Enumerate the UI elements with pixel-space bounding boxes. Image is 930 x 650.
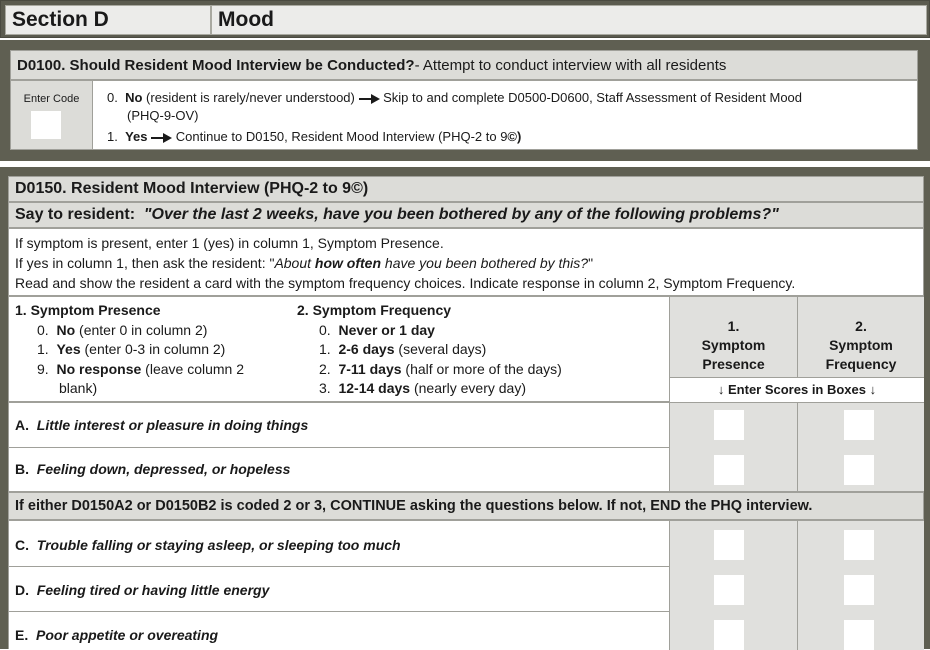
frequency-header: 2. Symptom Frequency <box>297 302 452 318</box>
opt0-action-cont: (PHQ-9-OV) <box>127 108 199 123</box>
instruction-1: If symptom is present, enter 1 (yes) in column 1, Symptom Presence. <box>15 235 444 251</box>
d0100-title: Should Resident Mood Interview be Conducted? <box>69 56 415 74</box>
item-a-presence-box[interactable] <box>714 410 744 440</box>
col1-header: 1. Symptom Presence <box>669 297 797 377</box>
col1-cells <box>669 521 797 650</box>
d0150-copyright: ©) <box>351 180 369 197</box>
item-d-frequency-box[interactable] <box>844 575 874 605</box>
frequency-option: 1. 2-6 days (several days) <box>319 341 487 357</box>
arrow-head-icon <box>371 94 380 104</box>
opt0-action: Skip to and complete D0500-D0600, Staff Assessment of Resident Mood <box>383 90 803 105</box>
continue-note: If either D0150A2 or D0150B2 is coded 2 or 3, CONTINUE asking the questions below. If not, END the PHQ interview. <box>15 498 813 514</box>
item-b: B. Feeling down, depressed, or hopeless <box>15 461 291 477</box>
item-e: E. Poor appetite or overeating <box>15 627 219 643</box>
d0100-option-0 <box>107 89 907 125</box>
col1-cells <box>669 403 797 491</box>
presence-option: 0. No (enter 0 in column 2) <box>37 321 208 338</box>
section-label: Section D <box>5 5 211 35</box>
presence-header: 1. Symptom Presence <box>15 302 161 318</box>
down-arrow-icon: ↓ <box>717 382 725 397</box>
arrow-icon <box>151 137 163 139</box>
presence-option: 1. Yes (enter 0-3 in column 2) <box>37 341 226 357</box>
enter-scores-label: ↓ Enter Scores in Boxes ↓ <box>669 377 924 402</box>
item-b-frequency-box[interactable] <box>844 455 874 485</box>
presence-option-cont: blank) <box>59 380 98 396</box>
arrow-icon <box>359 98 371 100</box>
presence-legend <box>15 301 244 399</box>
opt1-action: Continue to D0150, Resident Mood Interview (PHQ-2 to 9 <box>175 129 508 144</box>
opt1-copyright: ©) <box>507 129 522 144</box>
section-title: Mood <box>211 5 927 35</box>
enter-code-label: Enter Code <box>23 93 80 105</box>
enter-code-cell <box>11 81 93 149</box>
opt0-num: 0. <box>107 90 118 105</box>
item-b-presence-box[interactable] <box>714 455 744 485</box>
opt1-num: 1. <box>107 129 118 144</box>
item-d: D. Feeling tired or having little energy <box>15 582 270 598</box>
frequency-option: 2. 7-11 days (half or more of the days) <box>319 360 562 377</box>
d0100-option-1 <box>107 129 521 144</box>
item-a: A. Little interest or pleasure in doing things <box>15 417 309 433</box>
arrow-head-icon <box>163 133 172 143</box>
item-a-frequency-box[interactable] <box>844 410 874 440</box>
opt0-text: (resident is rarely/never understood) <box>146 90 355 105</box>
d0150-title: D0150. Resident Mood Interview (PHQ-2 to 9 <box>15 180 352 197</box>
item-c: C. Trouble falling or staying asleep, or sleeping too much <box>15 537 401 553</box>
presence-option: 9. No response (leave column 2 <box>37 360 244 377</box>
col2-cells <box>797 403 924 491</box>
say-to-resident-row <box>8 202 924 228</box>
opt0-label: No <box>125 90 143 105</box>
d0100-title-row <box>10 50 918 80</box>
d0100-code: D0100. <box>17 56 66 74</box>
instruction-3: Read and show the resident a card with the symptom frequency choices. Indicate response in column 2, Symptom Frequency. <box>15 275 796 291</box>
frequency-legend <box>297 301 562 399</box>
d0150-title-row <box>8 176 924 202</box>
item-e-frequency-box[interactable] <box>844 620 874 650</box>
items-ab <box>8 402 924 492</box>
frequency-option: 3. 12-14 days (nearly every day) <box>319 380 527 396</box>
item-c-frequency-box[interactable] <box>844 530 874 560</box>
instructions <box>8 228 924 296</box>
opt1-label: Yes <box>125 129 148 144</box>
down-arrow-icon: ↓ <box>869 382 877 397</box>
item-d-presence-box[interactable] <box>714 575 744 605</box>
instruction-2: If yes in column 1, then ask the resident: "About how often have you been bothered by this?" <box>15 255 594 271</box>
continue-note-row <box>8 492 924 520</box>
frequency-option: 0. Never or 1 day <box>319 321 435 338</box>
say-quote: "Over the last 2 weeks, have you been bothered by any of the following problems?" <box>143 206 779 223</box>
legend-area <box>8 296 924 402</box>
items-cde <box>8 520 924 649</box>
col2-header: 2. Symptom Frequency <box>797 297 924 377</box>
d0100-body <box>10 80 918 150</box>
col2-cells <box>797 521 924 650</box>
section-header <box>0 0 930 38</box>
say-prefix: Say to resident: <box>15 206 136 223</box>
enter-code-box[interactable] <box>31 111 61 139</box>
d0100-note: - Attempt to conduct interview with all residents <box>414 56 727 74</box>
item-c-presence-box[interactable] <box>714 530 744 560</box>
item-e-presence-box[interactable] <box>714 620 744 650</box>
